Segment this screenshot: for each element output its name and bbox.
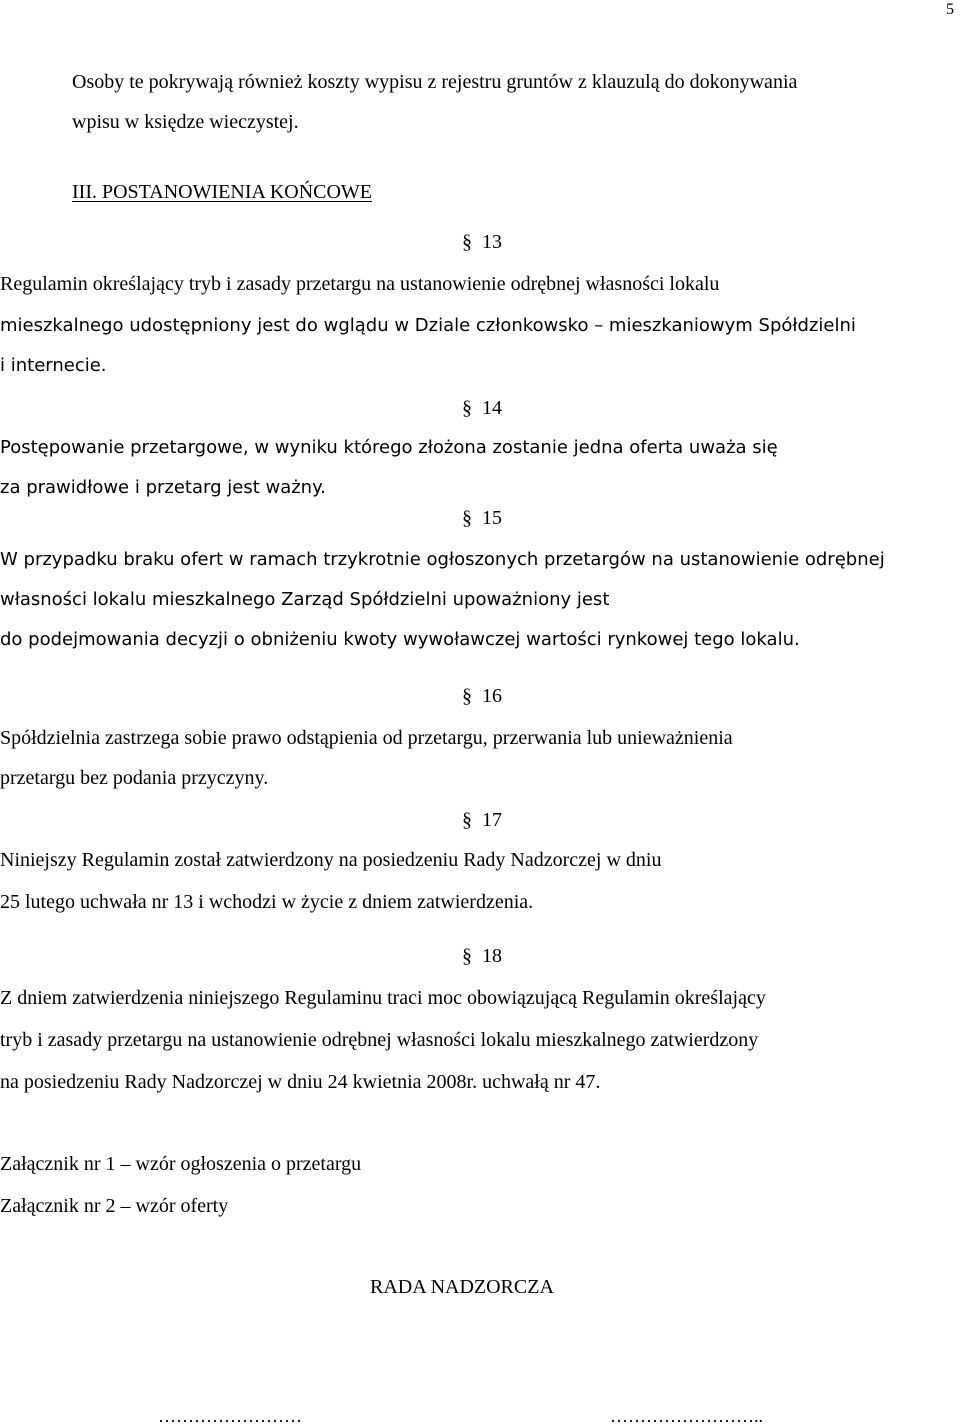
paragraph-number: 17 <box>482 809 502 831</box>
intro-line-1: Osoby te pokrywają również koszty wypisu z rejestru gruntów z klauzulą do dokonywania <box>72 71 798 93</box>
signature-line-left: …………………… <box>158 1406 302 1426</box>
paragraph-14-line-1: Postępowanie przetargowe, w wyniku którego złożona zostanie jedna oferta uważa się <box>0 437 778 458</box>
paragraph-15-line-3: do podejmowania decyzji o obniżeniu kwoty wywoławczej wartości rynkowej tego lokalu. <box>0 629 800 650</box>
paragraph-number: 18 <box>482 945 502 967</box>
paragraph-number-15 <box>462 506 502 530</box>
paragraph-number-18 <box>462 944 502 968</box>
paragraph-number-14 <box>462 396 502 420</box>
paragraph-13-line-2: mieszkalnego udostępniony jest do wglądu w Dziale członkowsko – mieszkaniowym Spółdzielni <box>0 315 856 336</box>
paragraph-symbol: § <box>462 231 472 253</box>
paragraph-17-line-2: 25 lutego uchwała nr 13 i wchodzi w życie z dniem zatwierdzenia. <box>0 891 534 913</box>
attachment-1: Załącznik nr 1 – wzór ogłoszenia o przetargu <box>0 1153 362 1175</box>
paragraph-16-line-2: przetargu bez podania przyczyny. <box>0 767 269 789</box>
paragraph-number-13 <box>462 230 502 254</box>
paragraph-number: 14 <box>482 397 502 419</box>
paragraph-14-line-2: za prawidłowe i przetarg jest ważny. <box>0 477 326 498</box>
paragraph-18-line-1: Z dniem zatwierdzenia niniejszego Regulaminu traci moc obowiązującą Regulamin określający <box>0 987 766 1009</box>
paragraph-17-line-1: Niniejszy Regulamin został zatwierdzony na posiedzeniu Rady Nadzorczej w dniu <box>0 849 662 871</box>
paragraph-18-line-2: tryb i zasady przetargu na ustanowienie odrębnej własności lokalu mieszkalnego zatwierdzony <box>0 1029 759 1051</box>
paragraph-symbol: § <box>462 507 472 529</box>
paragraph-symbol: § <box>462 685 472 707</box>
section-heading: III. POSTANOWIENIA KOŃCOWE <box>72 181 373 203</box>
paragraph-symbol: § <box>462 945 472 967</box>
paragraph-symbol: § <box>462 809 472 831</box>
paragraph-number: 15 <box>482 507 502 529</box>
paragraph-13-line-3: i internecie. <box>0 355 107 376</box>
signature-line-right: …………………….. <box>610 1406 763 1426</box>
paragraph-number-17 <box>462 808 502 832</box>
attachment-2: Załącznik nr 2 – wzór oferty <box>0 1195 229 1217</box>
page-number: 5 <box>946 1 954 18</box>
paragraph-13-line-1: Regulamin określający tryb i zasady przetargu na ustanowienie odrębnej własności lokalu <box>0 273 720 295</box>
signatory: RADA NADZORCZA <box>370 1276 554 1298</box>
paragraph-15-line-1: W przypadku braku ofert w ramach trzykrotnie ogłoszonych przetargów na ustanowienie odrębnej <box>0 549 885 570</box>
paragraph-18-line-3: na posiedzeniu Rady Nadzorczej w dniu 24 kwietnia 2008r. uchwałą nr 47. <box>0 1071 601 1093</box>
paragraph-symbol: § <box>462 397 472 419</box>
paragraph-16-line-1: Spółdzielnia zastrzega sobie prawo odstąpienia od przetargu, przerwania lub unieważnienia <box>0 727 733 749</box>
paragraph-number-16 <box>462 684 502 708</box>
paragraph-number: 13 <box>482 231 502 253</box>
paragraph-number: 16 <box>482 685 502 707</box>
paragraph-15-line-2: własności lokalu mieszkalnego Zarząd Spółdzielni upoważniony jest <box>0 589 610 610</box>
intro-line-2: wpisu w księdze wieczystej. <box>72 111 299 133</box>
